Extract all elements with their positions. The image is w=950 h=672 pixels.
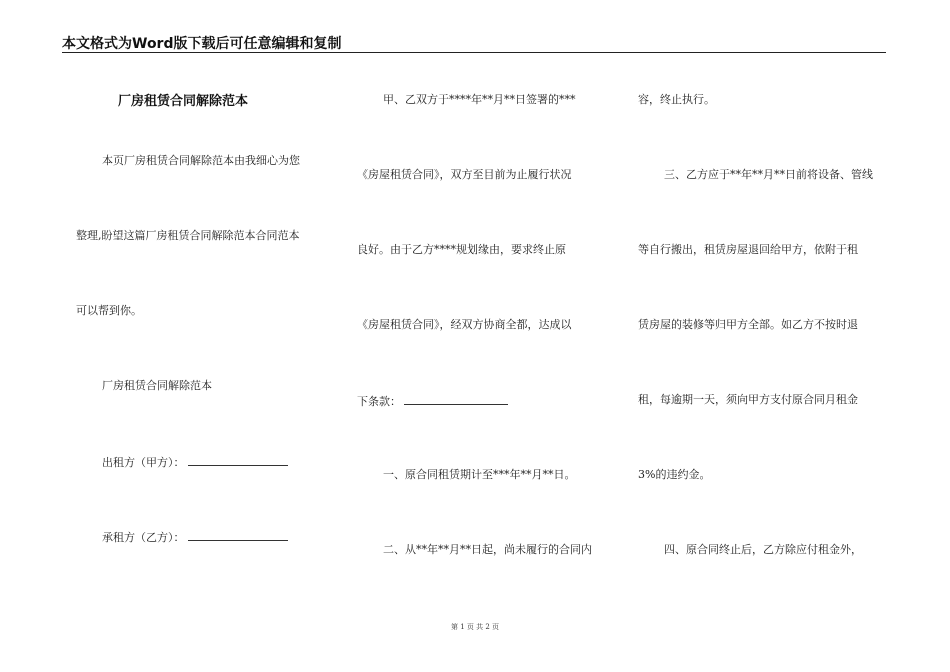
col3-line-6: 3%的违约金。	[638, 468, 711, 481]
col3-line-5: 租，每逾期一天，须向甲方支付原合同月租金	[638, 393, 858, 406]
col3-line-4: 赁房屋的装修等归甲方全部。如乙方不按时退	[638, 318, 858, 331]
col2-line-6: 一、原合同租赁期计至***年**月**日。	[383, 468, 576, 481]
lessor-line	[102, 454, 288, 470]
page-header-title: 本文格式为Word版下载后可任意编辑和复制	[62, 36, 342, 52]
col2-line-1: 甲、乙双方于****年**月**日签署的***	[383, 93, 576, 106]
col2-line-7: 二、从**年**月**日起，尚未履行的合同内	[383, 543, 592, 556]
lessee-line	[102, 529, 288, 545]
terms-blank	[404, 393, 508, 405]
col2-line-3: 良好。由于乙方****规划缘由，要求终止原	[357, 243, 566, 256]
col3-line-1: 容，终止执行。	[638, 93, 715, 106]
col3-line-3: 等自行搬出，租赁房屋退回给甲方，依附于租	[638, 243, 858, 256]
lessee-label: 承租方（乙方）：	[102, 531, 185, 544]
lessor-label: 出租方（甲方）：	[102, 456, 185, 469]
col2-line-4: 《房屋租赁合同》，经双方协商全都，达成以	[357, 318, 572, 331]
col2-line-5	[357, 393, 508, 409]
lessor-blank	[188, 454, 288, 466]
page-number-footer: 第 1 页 共 2 页	[450, 623, 500, 631]
terms-label: 下条款：	[357, 395, 401, 408]
col1-line-3: 可以帮到你。	[76, 304, 142, 317]
col1-line-2: 整理,盼望这篇厂房租赁合同解除范本合同范本	[76, 229, 300, 242]
col2-line-2: 《房屋租赁合同》，双方至目前为止履行状况	[357, 168, 572, 181]
col3-line-7: 四、原合同终止后，乙方除应付租金外，	[664, 543, 862, 556]
document-title: 厂房租赁合同解除范本	[118, 94, 249, 109]
col3-line-2: 三、乙方应于**年**月**日前将设备、管线	[664, 168, 873, 181]
header-divider	[62, 52, 886, 53]
col1-line-4: 厂房租赁合同解除范本	[102, 379, 212, 392]
col1-line-1: 本页厂房租赁合同解除范本由我细心为您	[102, 154, 300, 167]
lessee-blank	[188, 529, 288, 541]
